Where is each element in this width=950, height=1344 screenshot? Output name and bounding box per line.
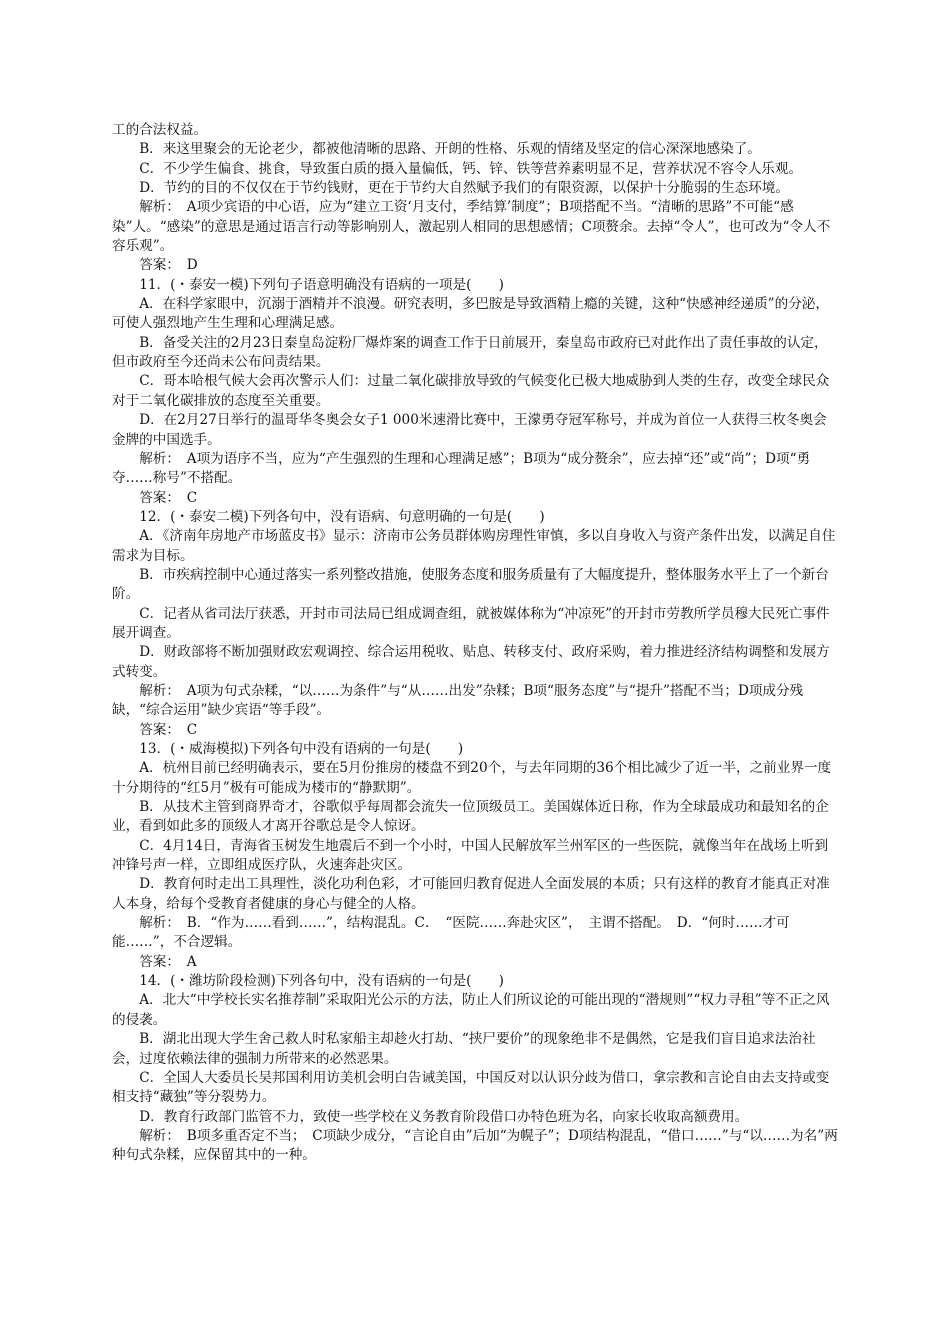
paragraph: 12．(・泰安二模)下列各句中，没有语病、句意明确的一句是( ) — [139, 508, 545, 525]
paragraph: 14．(・潍坊阶段检测)下列各句中，没有语病的一句是( ) — [139, 973, 504, 990]
paragraph: 解析： A项为语序不当，应为“产生强烈的生理和心理满足感”；B项为“成分赘余”，应去掉“还”或“尚”；D项“勇夺……称号”不搭配。 — [112, 450, 811, 487]
paragraph: B．从技术主管到商界奇才，谷歌似乎每周都会流失一位顶级员工。美国媒体近日称，作为全球最成功和最知名的企业，看到如此多的顶级人才离开谷歌总是令人惊讶。 — [112, 799, 829, 835]
paragraph: 11．(・泰安一模)下列句子语意明确没有语病的一项是( ) — [139, 276, 504, 293]
paragraph: 答案： D — [139, 257, 198, 274]
paragraph: 答案： A — [139, 953, 197, 970]
paragraph: 答案： C — [139, 489, 198, 506]
paragraph: 解析： B项多重否定不当； C项缺少成分，“言论自由”后加“为幌子”；D项结构混乱，“借口……”与“以……为名”两种句式杂糅，应保留其中的一种。 — [112, 1127, 838, 1164]
paragraph: A．《济南年房地产市场蓝皮书》显示：济南市公务员群体购房理性审慎，多以自身收入与资产条件出发，以满足自住需求为目标。 — [112, 528, 836, 564]
paragraph: C．4月14日，青海省玉树发生地震后不到一个小时，中国人民解放军兰州军区的一些医院，就像当年在战场上听到冲锋号声一样，立即组成医疗队，火速奔赴灾区。 — [112, 837, 829, 874]
paragraph: 解析： A项为句式杂糅，“以……为条件”与“从……出发”杂糅；B项“服务态度”与“提升”搭配不当；D项成分残缺，“综合运用”缺少宾语“等手段”。 — [112, 682, 804, 719]
paragraph: A．北大“中学校长实名推荐制”采取阳光公示的方法，防止人们所议论的可能出现的“潜规则”“权力寻租”等不正之风的侵袭。 — [112, 992, 830, 1028]
paragraph: 解析： A项少宾语的中心语，应为“建立工资‘月支付，季结算’制度”；B项搭配不当。“清晰的思路”不可能“感染”人。“感染”的意思是通过语言行动等影响别人，激起别人相同的思想感情；C项赘余。去掉“令人”，也可改为“令人不容乐观”。 — [112, 199, 831, 255]
paragraph: 工的合法权益。 — [112, 122, 208, 138]
document-body — [112, 121, 838, 1166]
paragraph: A．在科学家眼中，沉溺于酒精并不浪漫。研究表明，多巴胺是导致酒精上瘾的关键，这种“快感神经递质”的分泌，可使人强烈地产生生理和心理满足感。 — [112, 296, 829, 332]
paragraph: C．哥本哈根气候大会再次警示人们：过量二氧化碳排放导致的气候变化已极大地威胁到人类的生存，改变全球民众对于二氧化碳排放的态度至关重要。 — [112, 373, 830, 409]
paragraph: B．市疾病控制中心通过落实一系列整改措施，使服务态度和服务质量有了大幅度提升，整体服务水平上了一个新台阶。 — [112, 566, 829, 603]
paragraph: D．教育何时走出工具理性，淡化功利色彩，才可能回归教育促进人全面发展的本质；只有这样的教育才能真正对准人本身，给每个受教育者健康的身心与健全的人格。 — [112, 876, 830, 912]
paragraph: 解析： B．“作为……看到……”，结构混乱。C． “医院……奔赴灾区”， 主谓不搭配。 D．“何时……才可能……”，不合逻辑。 — [112, 915, 790, 951]
paragraph: B．湖北出现大学生舍己救人时私家船主却趁火打劫、“挟尸要价”的现象绝非不是偶然，它是我们盲目追求法治社会，过度依赖法律的强制力所带来的必然恶果。 — [112, 1031, 816, 1067]
paragraph: 答案： C — [139, 721, 198, 738]
paragraph: D．财政部将不断加强财政宏观调控、综合运用税收、贴息、转移支付、政府采购，着力推进经济结构调整和发展方式转变。 — [112, 644, 830, 680]
paragraph: D．教育行政部门监管不力，致使一些学校在义务教育阶段借口办特色班为名，向家长收取高额费用。 — [139, 1108, 749, 1125]
paragraph: D．在2月27日举行的温哥华冬奥会女子1 000米速滑比赛中，王濛勇夺冠军称号，并成为首位一人获得三枚冬奥会金牌的中国选手。 — [112, 412, 827, 448]
paragraph: A．杭州目前已经明确表示，要在5月份推房的楼盘不到20个，与去年同期的36个相比减少了近一半，之前业界一度十分期待的“红5月”极有可能成为楼市的“静默期”。 — [112, 760, 832, 796]
paragraph: 13．(・威海模拟)下列各句中没有语病的一句是( ) — [139, 741, 464, 757]
paragraph: B．备受关注的2月23日秦皇岛淀粉厂爆炸案的调查工作于日前展开，秦皇岛市政府已对此作出了责任事故的认定，但市政府至今还尚未公布问责结果。 — [112, 334, 828, 371]
paragraph: D．节约的目的不仅仅在于节约钱财，更在于节约大自然赋予我们的有限资源，以保护十分脆弱的生态环境。 — [139, 180, 789, 197]
paragraph: C．记者从省司法厅获悉，开封市司法局已组成调查组，就被媒体称为“冲凉死”的开封市劳教所学员穆大民死亡事件展开调查。 — [112, 605, 830, 641]
paragraph: C．不少学生偏食、挑食，导致蛋白质的摄入量偏低，钙、锌、铁等营养素明显不足，营养状况不容令人乐观。 — [139, 160, 803, 177]
paragraph: C．全国人大委员长吴邦国利用访美机会明白告诫美国，中国反对以认识分歧为借口，拿宗教和言论自由去支持或变相支持“藏独”等分裂势力。 — [112, 1069, 830, 1106]
paragraph: B．来这里聚会的无论老少，都被他清晰的思路、开朗的性格、乐观的情绪及坚定的信心深深地感染了。 — [139, 141, 761, 158]
